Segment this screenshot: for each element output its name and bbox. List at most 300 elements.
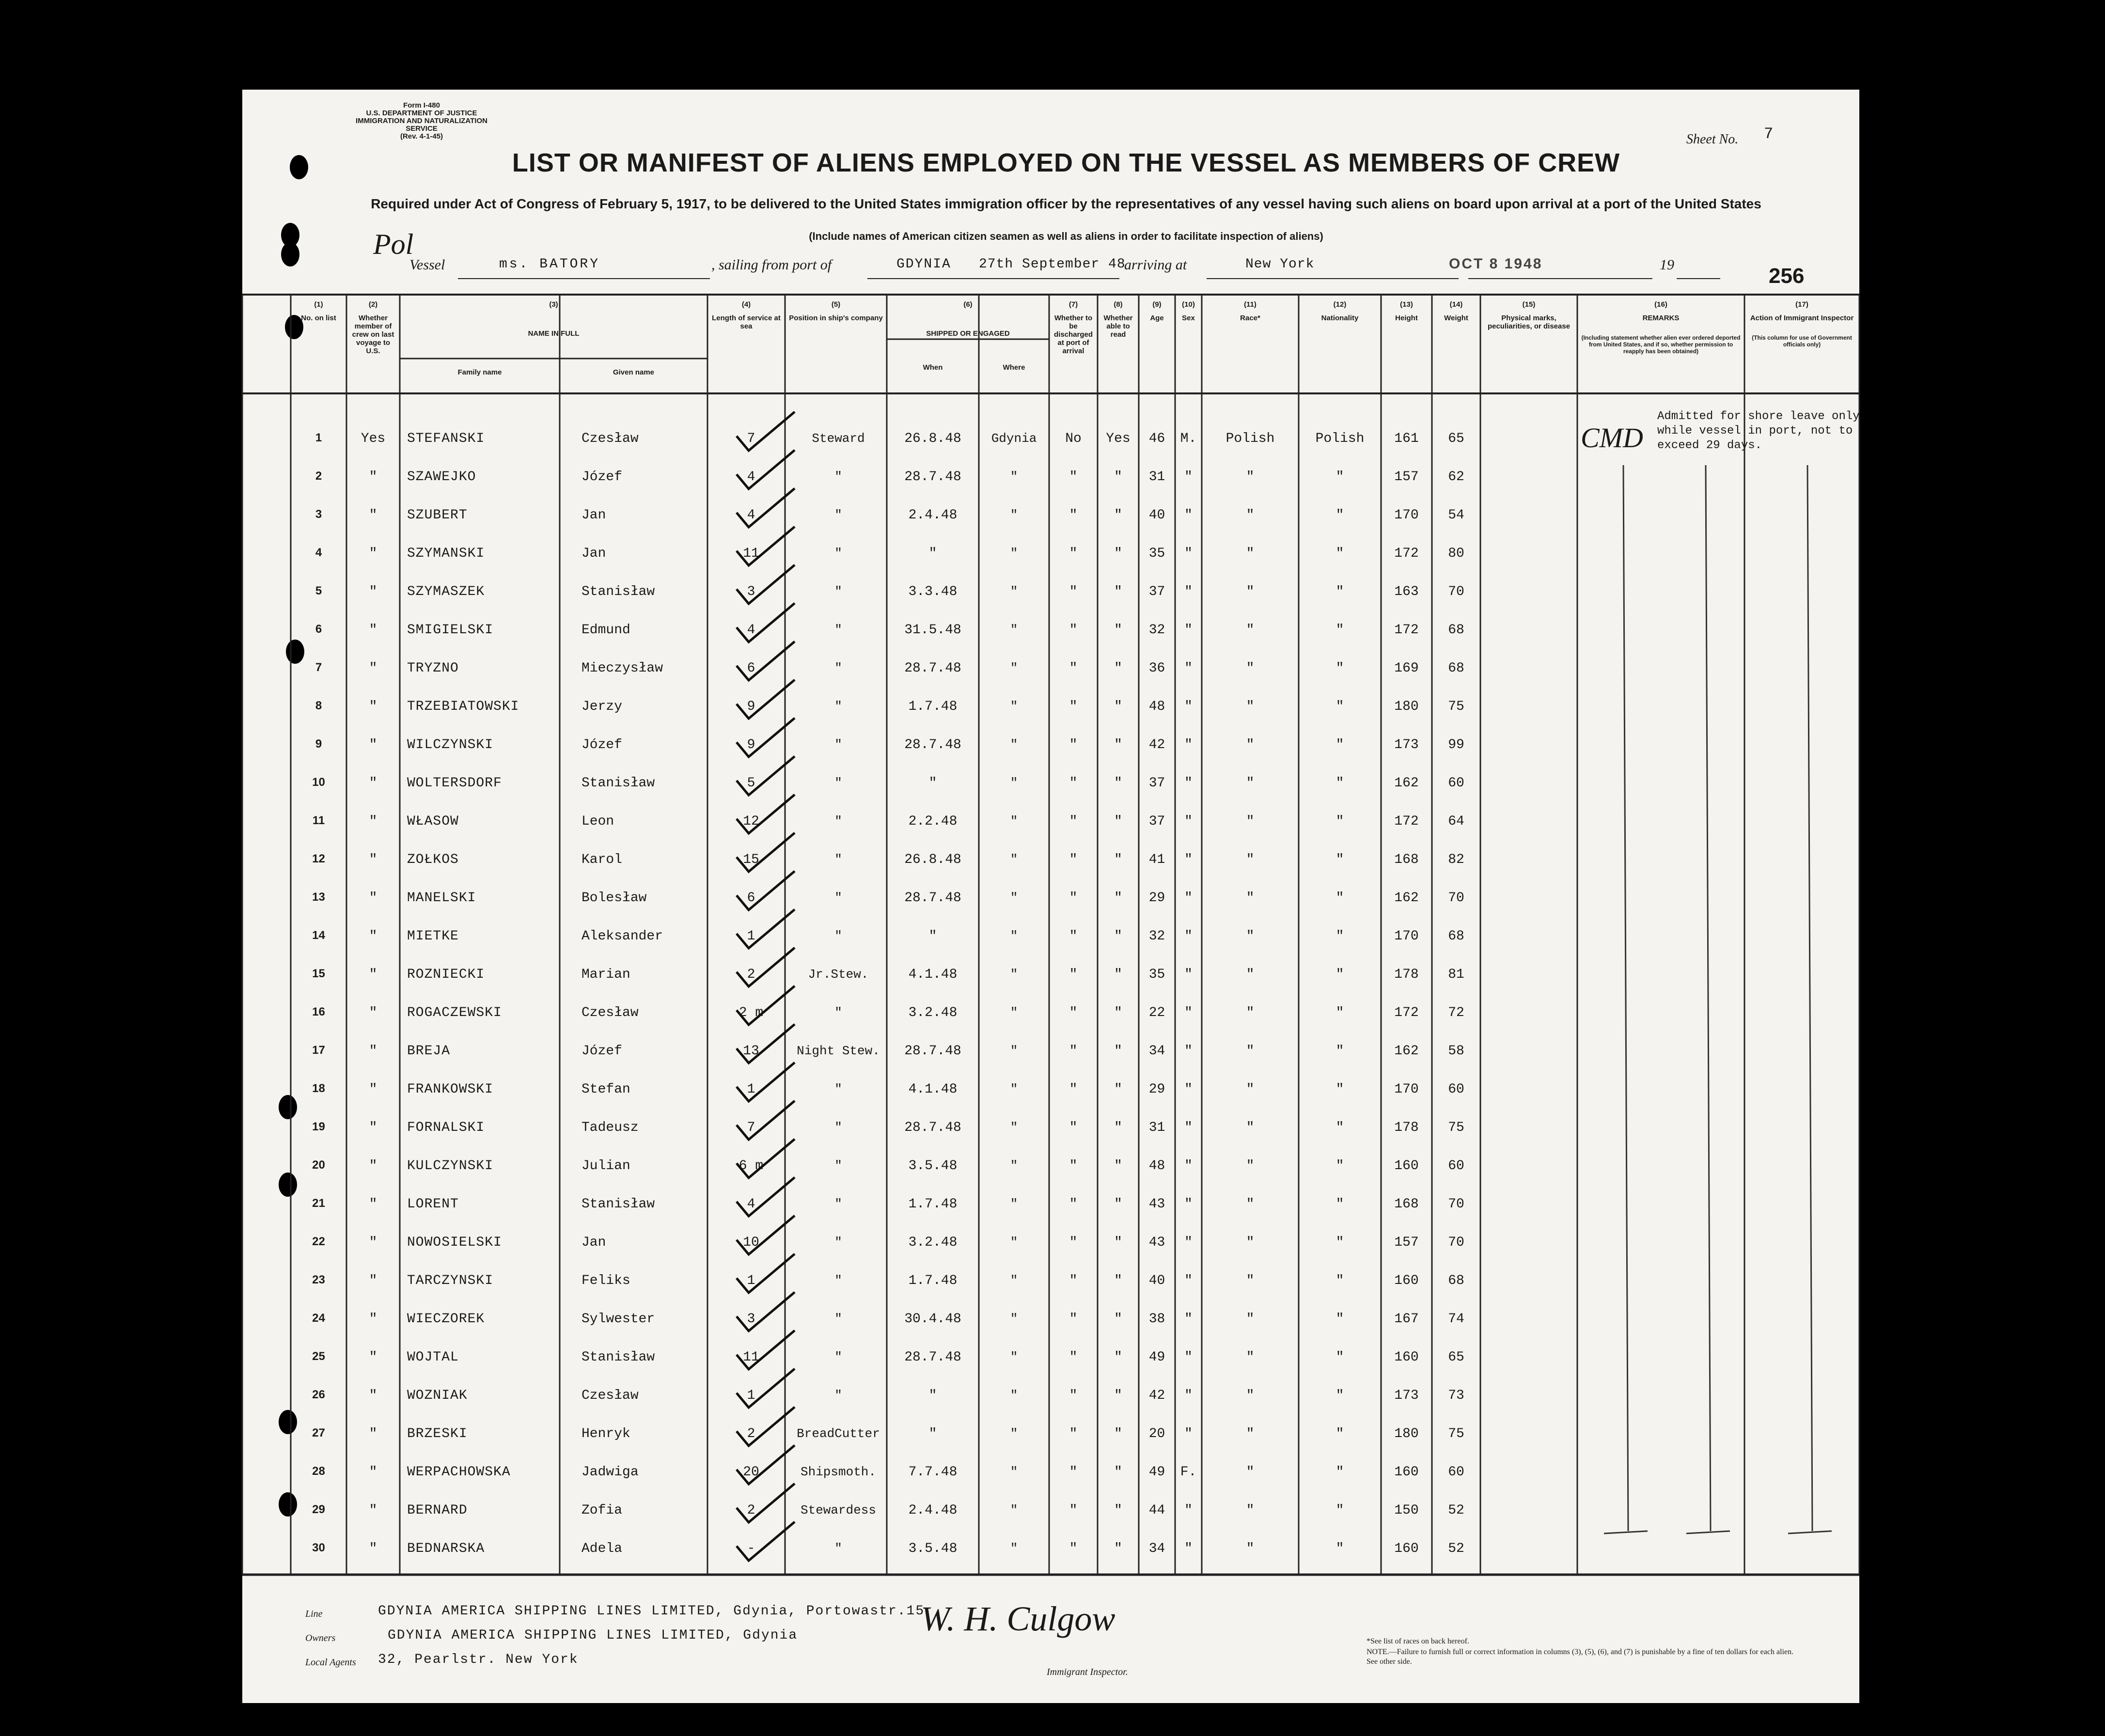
cell-svc: 4 xyxy=(747,469,755,485)
cell-race: " xyxy=(1246,661,1255,676)
cell-disch: " xyxy=(1069,1541,1078,1556)
cell-nat: " xyxy=(1335,546,1344,561)
cell-age: 22 xyxy=(1148,1005,1165,1020)
departure-date: 27th September 48 xyxy=(979,257,1126,272)
cell-sex: " xyxy=(1184,967,1193,982)
column-number: (5) xyxy=(831,300,841,309)
column-note: (Including statement whether alien ever ordered deported from United States, and if so, whether permission to reapply has been obtained) xyxy=(1581,334,1741,355)
form-number: Form I-480 xyxy=(403,101,440,109)
cell-family: ZOŁKOS xyxy=(407,852,459,867)
cell-pos: " xyxy=(834,1158,842,1173)
cell-age: 35 xyxy=(1148,967,1165,982)
cell-family: KULCZYNSKI xyxy=(407,1158,494,1173)
column-number: (10) xyxy=(1182,300,1195,309)
ditto-pencil-line xyxy=(1686,465,1730,1533)
cell-nat: " xyxy=(1335,1350,1344,1365)
check-mark xyxy=(737,1522,795,1561)
cell-nat: " xyxy=(1335,1005,1344,1020)
cell-read: " xyxy=(1114,699,1122,714)
cell-prev: " xyxy=(369,1388,377,1403)
column-label: Whether able to read xyxy=(1103,314,1133,339)
cell-given: Leon xyxy=(581,814,614,829)
cell-race: " xyxy=(1246,1235,1255,1250)
cell-family: WOLTERSDORF xyxy=(407,776,502,791)
cell-when: " xyxy=(928,546,937,561)
subcolumn-label: Where xyxy=(1003,363,1025,372)
cell-sex: " xyxy=(1184,776,1193,791)
cell-given: Adela xyxy=(581,1541,623,1556)
cell-age: 49 xyxy=(1148,1465,1165,1480)
cell-no: 25 xyxy=(312,1350,325,1363)
cell-disch: " xyxy=(1069,1044,1078,1059)
ditto-pencil-line xyxy=(1788,465,1832,1533)
cell-nat: " xyxy=(1335,1197,1344,1212)
cell-nat: " xyxy=(1335,737,1344,752)
cell-age: 42 xyxy=(1148,1388,1165,1403)
cell-given: Czesław xyxy=(581,1005,639,1020)
cell-pos: " xyxy=(834,1273,842,1288)
cell-sex: " xyxy=(1184,469,1193,485)
check-mark xyxy=(737,1254,795,1293)
cell-when: 28.7.48 xyxy=(904,1350,961,1365)
cell-ht: 170 xyxy=(1394,508,1419,523)
cell-no: 12 xyxy=(312,852,325,865)
cell-no: 23 xyxy=(312,1273,325,1286)
cell-prev: " xyxy=(369,929,377,944)
column-label: Whether member of crew on last voyage to U.S. xyxy=(352,314,394,355)
cell-disch: " xyxy=(1069,776,1078,791)
cell-age: 43 xyxy=(1148,1197,1165,1212)
cell-svc: 2 xyxy=(747,1503,755,1518)
cell-where: " xyxy=(1010,1158,1018,1173)
check-mark xyxy=(737,680,795,719)
column-number: (14) xyxy=(1449,300,1463,309)
cell-pos: " xyxy=(834,469,842,484)
cell-svc: 7 xyxy=(747,431,755,446)
cell-family: SMIGIELSKI xyxy=(407,623,494,638)
cell-ht: 172 xyxy=(1394,623,1419,638)
cell-sex: " xyxy=(1184,1005,1193,1020)
cell-disch: " xyxy=(1069,1197,1078,1212)
cell-disch: " xyxy=(1069,1005,1078,1020)
cell-prev: " xyxy=(369,584,377,599)
cell-age: 29 xyxy=(1148,891,1165,906)
cell-when: " xyxy=(928,929,937,944)
cell-ht: 162 xyxy=(1394,776,1419,791)
cell-where: " xyxy=(1010,1005,1018,1020)
cell-read: " xyxy=(1114,1426,1122,1441)
cell-no: 1 xyxy=(315,431,322,444)
cell-nat: " xyxy=(1335,1312,1344,1327)
cell-svc: 11 xyxy=(743,546,759,561)
penalty-note: NOTE.—Failure to furnish full or correct information in columns (3), (5), (6), and (7) is punishable by a fine of ten dollars for each alien. See other side. xyxy=(1367,1648,1794,1666)
cell-where: " xyxy=(1010,1273,1018,1288)
department-name: U.S. DEPARTMENT OF JUSTICE xyxy=(366,109,477,117)
cell-ht: 150 xyxy=(1394,1503,1419,1518)
cell-disch: " xyxy=(1069,1120,1078,1135)
cell-wt: 75 xyxy=(1448,1120,1464,1135)
cell-race: " xyxy=(1246,929,1255,944)
cell-read: " xyxy=(1114,1158,1122,1173)
cell-read: " xyxy=(1114,1541,1122,1556)
cell-wt: 74 xyxy=(1448,1312,1464,1327)
column-number: (11) xyxy=(1244,300,1257,309)
cell-svc: 9 xyxy=(747,737,755,752)
cell-family: BERNARD xyxy=(407,1503,468,1518)
cell-given: Jadwiga xyxy=(581,1465,639,1480)
column-label: SHIPPED OR ENGAGED xyxy=(926,329,1010,338)
cell-disch: " xyxy=(1069,699,1078,714)
cell-when: 28.7.48 xyxy=(904,469,961,485)
cell-sex: " xyxy=(1184,1158,1193,1173)
cell-svc: 13 xyxy=(743,1044,759,1059)
cell-nat: " xyxy=(1335,929,1344,944)
cell-pos: " xyxy=(834,1350,842,1364)
cell-ht: 172 xyxy=(1394,1005,1419,1020)
cell-prev: " xyxy=(369,776,377,791)
cell-pos: Jr.Stew. xyxy=(808,967,869,982)
cell-pos: " xyxy=(834,546,842,561)
cell-sex: " xyxy=(1184,1235,1193,1250)
cell-wt: 73 xyxy=(1448,1388,1464,1403)
check-mark xyxy=(737,450,795,489)
cell-wt: 68 xyxy=(1448,623,1464,638)
year-label: 19 xyxy=(1660,257,1674,273)
cell-given: Bolesław xyxy=(581,891,647,906)
cell-family: BREJA xyxy=(407,1044,451,1059)
cell-wt: 60 xyxy=(1448,1158,1464,1173)
cell-race: " xyxy=(1246,1120,1255,1135)
cell-svc: 3 xyxy=(747,1312,755,1327)
cell-ht: 160 xyxy=(1394,1350,1419,1365)
cell-nat: " xyxy=(1335,776,1344,791)
cell-age: 43 xyxy=(1148,1235,1165,1250)
cell-prev: " xyxy=(369,508,377,523)
cell-ht: 160 xyxy=(1394,1158,1419,1173)
cell-svc: 2 m xyxy=(738,1005,764,1020)
cell-ht: 162 xyxy=(1394,1044,1419,1059)
cell-pos: " xyxy=(834,699,842,714)
cell-read: " xyxy=(1114,852,1122,867)
cell-where: " xyxy=(1010,929,1018,943)
cell-pos: " xyxy=(834,814,842,829)
cell-race: " xyxy=(1246,891,1255,906)
cell-family: SZAWEJKO xyxy=(407,469,476,485)
cell-pos: " xyxy=(834,661,842,675)
cell-when: " xyxy=(928,1388,937,1403)
check-mark xyxy=(737,641,795,680)
cell-age: 48 xyxy=(1148,1158,1165,1173)
sheet-number: 7 xyxy=(1764,125,1774,143)
cell-no: 20 xyxy=(312,1158,325,1172)
cell-svc: 1 xyxy=(747,1388,755,1403)
cell-when: 7.7.48 xyxy=(908,1465,958,1480)
cell-pos: " xyxy=(834,623,842,637)
column-label: Age xyxy=(1150,314,1164,322)
cell-ht: 167 xyxy=(1394,1312,1419,1327)
cell-wt: 58 xyxy=(1448,1044,1464,1059)
column-label: Whether to be discharged at port of arrival xyxy=(1053,314,1093,355)
cell-disch: " xyxy=(1069,929,1078,944)
departure-port: GDYNIA xyxy=(896,257,951,272)
cell-prev: " xyxy=(369,1235,377,1250)
cell-sex: " xyxy=(1184,623,1193,638)
cell-age: 37 xyxy=(1148,776,1165,791)
cell-disch: No xyxy=(1065,431,1082,446)
cell-no: 9 xyxy=(315,737,322,751)
cell-disch: " xyxy=(1069,661,1078,676)
cell-prev: " xyxy=(369,1044,377,1059)
cell-prev: " xyxy=(369,814,377,829)
cell-wt: 54 xyxy=(1448,508,1464,523)
cell-prev: " xyxy=(369,1426,377,1441)
cell-pos: Shipsmoth. xyxy=(800,1465,877,1479)
column-number: (3) xyxy=(549,300,558,309)
cell-svc: 12 xyxy=(743,814,759,829)
cell-prev: " xyxy=(369,623,377,638)
column-number: (17) xyxy=(1795,300,1808,309)
cell-no: 17 xyxy=(312,1044,325,1057)
cell-sex: " xyxy=(1184,1082,1193,1097)
service-name: IMMIGRATION AND NATURALIZATION SERVICE xyxy=(356,117,487,133)
cell-race: " xyxy=(1246,1465,1255,1480)
cell-family: TARCZYNSKI xyxy=(407,1273,494,1288)
check-mark xyxy=(737,1445,795,1484)
cell-race: " xyxy=(1246,584,1255,599)
cell-read: " xyxy=(1114,546,1122,561)
subcolumn-label: When xyxy=(923,363,943,372)
pen-mark: Pol xyxy=(373,228,414,260)
cell-svc: 1 xyxy=(747,1273,755,1288)
subcolumn-label: Given name xyxy=(613,368,655,376)
cell-no: 28 xyxy=(312,1465,325,1478)
cell-disch: " xyxy=(1069,508,1078,523)
cell-where: " xyxy=(1010,546,1018,561)
cell-where: " xyxy=(1010,1541,1018,1556)
cell-no: 3 xyxy=(315,508,322,521)
owners-label: Owners xyxy=(305,1633,336,1643)
column-label: Sex xyxy=(1182,314,1195,322)
cell-wt: 75 xyxy=(1448,1426,1464,1441)
cell-given: Mieczysław xyxy=(581,661,663,676)
cell-sex: " xyxy=(1184,661,1193,676)
cell-where: " xyxy=(1010,623,1018,637)
cell-prev: " xyxy=(369,1312,377,1327)
cell-no: 24 xyxy=(312,1312,325,1325)
column-note: (This column for use of Government officials only) xyxy=(1752,334,1852,348)
cell-prev: " xyxy=(369,1120,377,1135)
cell-race: " xyxy=(1246,1197,1255,1212)
cell-when: 26.8.48 xyxy=(904,431,961,446)
check-mark xyxy=(737,833,795,872)
cell-when: 31.5.48 xyxy=(904,623,961,638)
cell-nat: " xyxy=(1335,891,1344,906)
cell-given: Stanisław xyxy=(581,776,655,791)
cell-wt: 81 xyxy=(1448,967,1464,982)
cell-family: ROGACZEWSKI xyxy=(407,1005,502,1020)
cell-where: " xyxy=(1010,1503,1018,1517)
column-label: Length of service at sea xyxy=(712,314,781,330)
subcolumn-label: Family name xyxy=(457,368,502,376)
cell-family: BEDNARSKA xyxy=(407,1541,485,1556)
column-number: (2) xyxy=(368,300,378,309)
cell-where: " xyxy=(1010,737,1018,752)
cell-svc: 3 xyxy=(747,584,755,599)
cell-ht: 172 xyxy=(1394,814,1419,829)
cell-disch: " xyxy=(1069,852,1078,867)
cell-nat: " xyxy=(1335,1426,1344,1441)
cell-no: 26 xyxy=(312,1388,325,1401)
cell-race: " xyxy=(1246,1082,1255,1097)
vessel-name: ms. BATORY xyxy=(499,257,600,272)
cell-wt: 68 xyxy=(1448,929,1464,944)
check-mark xyxy=(737,527,795,565)
cell-no: 30 xyxy=(312,1541,325,1554)
cell-disch: " xyxy=(1069,584,1078,599)
cell-pos: " xyxy=(834,929,842,943)
document-subnote: (Include names of American citizen seamen as well as aliens in order to facilitate inspection of aliens) xyxy=(809,230,1323,242)
cell-read: " xyxy=(1114,1312,1122,1327)
cell-read: " xyxy=(1114,469,1122,485)
check-mark xyxy=(737,756,795,795)
cell-wt: 70 xyxy=(1448,1235,1464,1250)
cell-when: " xyxy=(928,1426,937,1441)
cell-when: " xyxy=(928,776,937,791)
cell-when: 28.7.48 xyxy=(904,1044,961,1059)
cell-family: TRYZNO xyxy=(407,661,459,676)
arriving-label: arriving at xyxy=(1124,257,1187,273)
cell-nat: " xyxy=(1335,469,1344,485)
cell-age: 31 xyxy=(1148,1120,1165,1135)
cell-age: 36 xyxy=(1148,661,1165,676)
column-label: Action of Immigrant Inspector xyxy=(1750,314,1854,322)
check-mark xyxy=(737,1407,795,1446)
cell-sex: " xyxy=(1184,1503,1193,1518)
local-agents: 32, Pearlstr. New York xyxy=(378,1652,579,1667)
cell-pos: BreadCutter xyxy=(797,1426,880,1441)
cell-read: " xyxy=(1114,1273,1122,1288)
cell-where: " xyxy=(1010,1350,1018,1364)
cell-no: 16 xyxy=(312,1005,325,1018)
check-mark xyxy=(737,1216,795,1254)
cell-read: " xyxy=(1114,967,1122,982)
arrival-date-stamp: OCT 8 1948 xyxy=(1449,256,1543,272)
cell-ht: 173 xyxy=(1394,737,1419,752)
cell-disch: " xyxy=(1069,469,1078,485)
cell-given: Jan xyxy=(581,508,606,523)
cell-age: 38 xyxy=(1148,1312,1165,1327)
check-mark xyxy=(737,1369,795,1408)
cell-no: 5 xyxy=(315,584,322,597)
cell-age: 29 xyxy=(1148,1082,1165,1097)
cell-sex: " xyxy=(1184,1350,1193,1365)
cell-prev: " xyxy=(369,1503,377,1518)
cell-nat: " xyxy=(1335,1388,1344,1403)
cell-family: WOZNIAK xyxy=(407,1388,468,1403)
cell-pos: " xyxy=(834,891,842,905)
column-number: (7) xyxy=(1068,300,1078,309)
cell-family: FRANKOWSKI xyxy=(407,1082,494,1097)
cell-disch: " xyxy=(1069,1158,1078,1173)
cell-given: Jan xyxy=(581,546,606,561)
cell-svc: 20 xyxy=(743,1465,759,1480)
cell-pos: " xyxy=(834,1235,842,1250)
cell-wt: 72 xyxy=(1448,1005,1464,1020)
owners: GDYNIA AMERICA SHIPPING LINES LIMITED, Gdynia xyxy=(388,1628,798,1643)
cell-race: " xyxy=(1246,1312,1255,1327)
cell-given: Czesław xyxy=(581,431,639,446)
cell-disch: " xyxy=(1069,967,1078,982)
column-number: (9) xyxy=(1152,300,1162,309)
column-label: Nationality xyxy=(1321,314,1359,322)
cell-nat: " xyxy=(1335,814,1344,829)
cell-given: Julian xyxy=(581,1158,630,1173)
cell-age: 34 xyxy=(1148,1541,1165,1556)
cell-where: " xyxy=(1010,661,1018,675)
check-mark xyxy=(737,948,795,986)
cell-where: " xyxy=(1010,1465,1018,1479)
cell-no: 13 xyxy=(312,891,325,904)
cell-nat: " xyxy=(1335,1082,1344,1097)
cell-given: Tadeusz xyxy=(581,1120,639,1135)
cell-pos: " xyxy=(834,737,842,752)
cell-ht: 170 xyxy=(1394,1082,1419,1097)
cell-race: " xyxy=(1246,776,1255,791)
cell-read: " xyxy=(1114,1005,1122,1020)
cell-ht: 178 xyxy=(1394,967,1419,982)
cell-ht: 173 xyxy=(1394,1388,1419,1403)
cell-when: 1.7.48 xyxy=(908,1197,958,1212)
cell-sex: " xyxy=(1184,1273,1193,1288)
cell-nat: " xyxy=(1335,584,1344,599)
cell-disch: " xyxy=(1069,737,1078,752)
cell-wt: 60 xyxy=(1448,776,1464,791)
cell-disch: " xyxy=(1069,1465,1078,1480)
cell-pos: " xyxy=(834,1120,842,1135)
cell-when: 28.7.48 xyxy=(904,1120,961,1135)
cell-age: 40 xyxy=(1148,1273,1165,1288)
cell-family: BRZESKI xyxy=(407,1426,468,1441)
check-mark xyxy=(737,412,795,451)
cell-race: " xyxy=(1246,469,1255,485)
cell-when: 1.7.48 xyxy=(908,1273,958,1288)
cell-read: " xyxy=(1114,623,1122,638)
cell-no: 18 xyxy=(312,1082,325,1095)
cell-race: " xyxy=(1246,1350,1255,1365)
cell-nat: " xyxy=(1335,661,1344,676)
cell-pos: " xyxy=(834,1541,842,1556)
inspector-label: Immigrant Inspector. xyxy=(1047,1667,1128,1677)
cell-pos: " xyxy=(834,852,842,867)
cell-given: Stanisław xyxy=(581,1350,655,1365)
cell-family: MIETKE xyxy=(407,929,459,944)
document-subtitle: Required under Act of Congress of February 5, 1917, to be delivered to the United States immigration officer by the representatives of any vessel having such aliens on board upon arrival at a port of the United States xyxy=(371,196,1761,211)
cell-svc: 1 xyxy=(747,1082,755,1097)
inspector-initials: CMD xyxy=(1581,422,1643,454)
cell-race: " xyxy=(1246,1005,1255,1020)
cell-family: WIECZOREK xyxy=(407,1312,485,1327)
cell-sex: " xyxy=(1184,737,1193,752)
cell-prev: " xyxy=(369,546,377,561)
cell-when: 1.7.48 xyxy=(908,699,958,714)
cell-where: " xyxy=(1010,1044,1018,1058)
cell-race: " xyxy=(1246,1273,1255,1288)
cell-svc: 6 xyxy=(747,891,755,906)
cell-no: 29 xyxy=(312,1503,325,1516)
column-label: Weight xyxy=(1444,314,1468,322)
cell-disch: " xyxy=(1069,1503,1078,1518)
cell-read: " xyxy=(1114,776,1122,791)
